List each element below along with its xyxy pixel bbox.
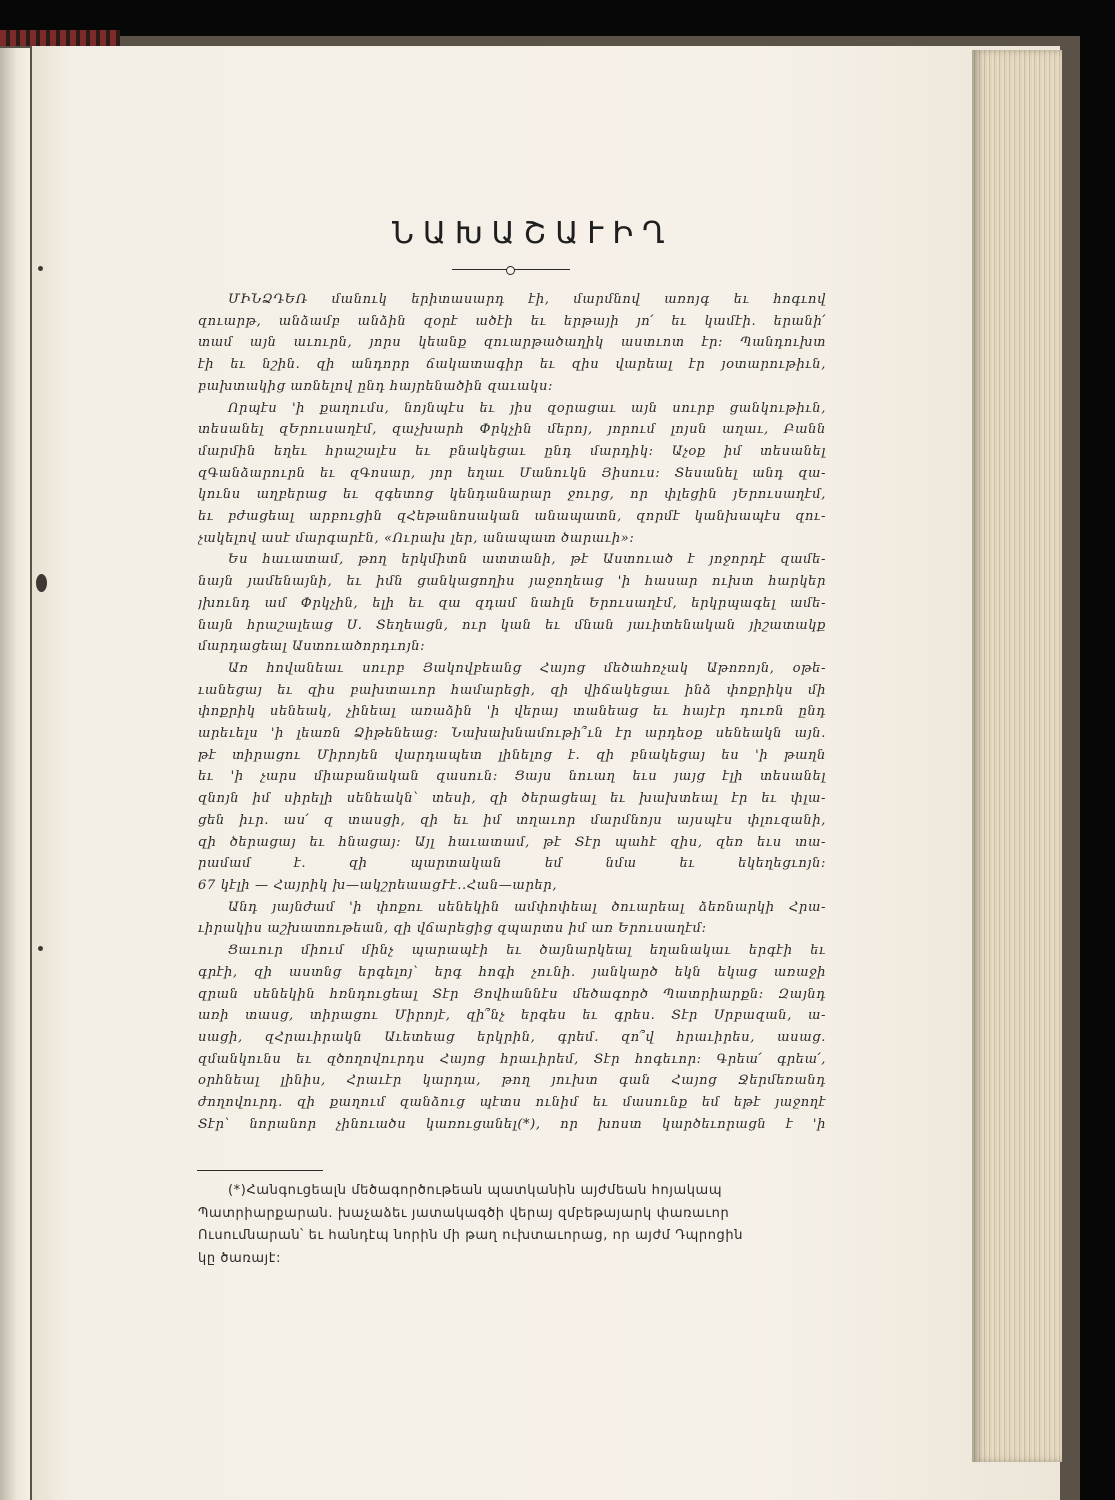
text-line: բախտակից առնելով ընդ հայրենածին զաւակս: (198, 378, 554, 394)
body-text (198, 289, 826, 1135)
text-line: 67 կէլի — Հայրիկ խ—ակշրեաացՒէ..Հան—արեր, (198, 877, 558, 893)
text-line: զի ծերացայ եւ հնացայ: Այլ հաւատամ, թէ Տէր պահէ զիս, զեռ եւս տա- (198, 834, 826, 850)
text-line: չակելով ասէ մարգարէն, «Ուրախ լեր, անապատ ծարաւի»: (198, 530, 635, 546)
text-line: նայն յամենայնի, եւ իմն ցանկացողիս յաջողեաց 'ի հասար ուխտ հարկեր (198, 574, 826, 590)
margin-mark (36, 574, 47, 592)
footnote-line: (*)Հանգուցեալն մեծագործութեան պատկանին այժմեան հոյակապ (228, 1183, 723, 1198)
margin-mark (38, 266, 43, 271)
text-line: տեսանել զԵրուսաղէմ, զաչխարհ Փրկչին մերոյ, յորում լոյսն աղաւ, Բանն (198, 422, 826, 438)
text-line: Անդ յայնժամ 'ի փոքու սենեկին ամփոփեալ ծուարեալ ձեռնարկի Հրա- (228, 899, 826, 915)
text-line: րամամ է. զի պարտական եմ նմա եւ եկեղեցւոյն: (198, 856, 826, 872)
text-line: ՄԻՆՁԴԵՌ մանուկ երիտասարդ էի, մարմնով առոյգ եւ հոգւով (228, 292, 826, 307)
footnote-line: Պատրիարքարան. խաչաձեւ յատակագծի վերայ զմբեթայարկ փառաւոր (198, 1205, 730, 1221)
page-block-edge (972, 50, 1062, 1462)
text-line: զմանկունս եւ զծողովուրդս Հայոց հրաւիրեմ, Տէր հոգեւոր: Գրեա՛ գրեա՛, (198, 1051, 826, 1067)
headband (0, 30, 120, 46)
text-line: առի տասց, տիրացու Միրոյէ, զի՞նչ երգես եւ գրես. Տէր Սրբազան, ա- (198, 1008, 826, 1024)
text-line: ւիրակիս աշխատութեան, զի վճարեցից զպարտս իմ առ Երուսաղէմ: (198, 921, 707, 937)
text-line: էի եւ նշին. զի անդորր ճակատագիր եւ զիս վարեալ էր յօտարութիւն, (198, 357, 826, 373)
text-line: օրհնեալ լինիս, Հրաւէր կարդա, թող յուխտ գան Հայոց Ջերմեռանդ (198, 1073, 826, 1089)
footnote-rule (197, 1170, 323, 1171)
text-line: զԳանձարուրն եւ զԳոսար, յոր եղաւ Մանուկն Յիսուս: Տեսանել անդ զա- (198, 465, 826, 481)
text-line: մարմին եղեւ հրաշալէս եւ բնակեցաւ ընդ մարդիկ: Աչօք իմ տեսանել (198, 443, 826, 459)
left-page-edge (0, 48, 30, 1500)
text-line: զնոյն իմ սիրելի սենեակն՝ տեսի, զի ծերացեալ եւ խախտեալ էր եւ փլա- (198, 791, 826, 807)
footnote-line: կը ծառայէ: (198, 1250, 282, 1266)
text-line: արեւելս 'ի լեառն Ձիթենեաց: Նախախնամութի՞ւն էր արդեօք սենեակն այն. (198, 726, 826, 742)
heading-ornament (506, 266, 515, 275)
page-heading: ՆԱԽԱՇԱՒԻՂ (392, 216, 674, 251)
text-line: կունս աղբերաց եւ զգետոց կենդանարար ջուրց, որ փլեցին յԵրուսաղէմ, (198, 487, 826, 503)
text-line: Ցաւուր միում մինչ պարապէի եւ ծայնարկեալ եղանակաւ երգէի եւ (228, 943, 826, 959)
text-line: Որպէս 'ի քաղումս, նոյնպէս եւ յիս զօրացաւ այն սուրբ ցանկութիւն, (228, 400, 826, 416)
text-line: Առ հովանեաւ սուրբ Յակովբեանց Հայոց մեծահռչակ Աթոռոյն, օթե- (228, 660, 826, 676)
text-line: ժողովուրդ. զի քաղում զանձուց պէտս ունիմ եւ մասունք եմ եթէ յաջողէ (198, 1095, 826, 1111)
text-line: նայն հրաշալեաց Ս. Տեղեացն, ուր կան եւ մնան յաւիտենական յիշատակք (198, 617, 826, 633)
text-line: սացի, զՀրաւիրակն Աւետեաց երկրին, գրեմ. զո՞վ հրաւիրես, ասաց. (198, 1029, 826, 1045)
text-line: Ես հաւատամ, թող երկմիտն ատտանի, թէ Աստուած է յոջորդէ զամե- (228, 552, 826, 568)
text-line: գրէի, զի աստնց երգելոյ՝ երգ հոգի չունի. յանկարծ եկն եկաց առաջի (198, 964, 826, 980)
text-line: եւ 'ի չարս միաբանական զասուն: Ցայս նուաղ եւս յայց էլի տեսանել (198, 769, 826, 785)
text-line: ցեն իւր. աս՛ զ տասցի, զի եւ իմ տղաւոր մարմնոյս այսպէս փլուզանի, (198, 812, 826, 828)
text-line: տամ այն աւուրն, յորս կեանք զուարթածաղիկ աստւոտ էր: Պանդուխտ (198, 335, 826, 351)
text-line: զրան սենեկին հռնդուցեալ Տէր Յովհաննէս մեծագործ Պատրիարքն: Զայնդ (198, 986, 826, 1002)
text-line: ւանեցայ եւ զիս բախտաւոր համարեցի, զի վիճակեցաւ ինձ փոքրիկս մի (198, 682, 826, 698)
footnote (198, 1180, 826, 1270)
text-line: Տէր՝ նորանոր չինուածս կառուցանել(*), որ խոստ կարծեւորացն է 'ի (198, 1116, 826, 1132)
footnote-line: Ուսումնարան՝ եւ հանդէպ նորին մի թաղ ուխտաւորաց, որ այժմ Դպրոցին (198, 1228, 744, 1244)
margin-mark (38, 946, 43, 951)
text-line: փոքրիկ սենեակ, չինեալ առաձին 'ի վերայ տանեաց եւ հայէր դուռն ընդ (198, 704, 826, 720)
text-line: թէ տիրացու Միրոյեն վարդապետ լինելոց է. զի բնակեցայ ես 'ի թաղն (198, 747, 826, 763)
text-line: եւ բժացեալ արբուցին զՀեթանոսական անապատն, զորմէ կանխապէս զու- (198, 509, 826, 525)
text-line: զուարթ, անձամբ անձին զօրէ ածէի եւ երթայի յո՛ եւ կամէի. երանի՛ (198, 313, 826, 329)
text-line: յխունդ ամ Փրկչին, ելի եւ զա զդամ նահլն Երուսաղէմ, երկրպագել ամե- (198, 595, 826, 611)
text-line: մարդացեալ Աստուածորդւոյն: (198, 639, 426, 655)
